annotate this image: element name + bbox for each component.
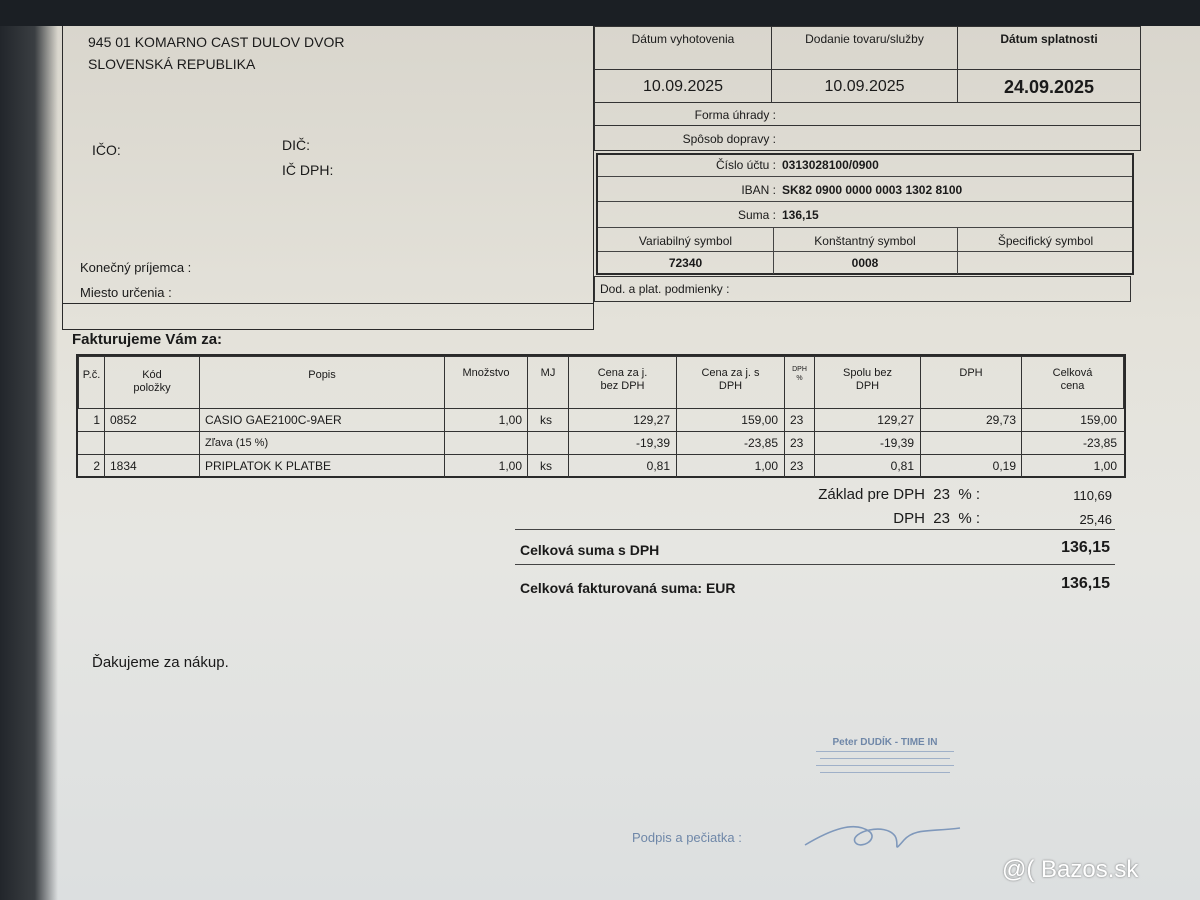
table-row [78, 455, 1125, 477]
account-label: Číslo účtu : [715, 158, 776, 172]
vat-amount-label: DPH 23 % : [893, 510, 980, 527]
hdr-desc: Popis [308, 369, 336, 381]
seller-address-line1: 945 01 KOMARNO CAST DULOV DVOR [88, 34, 345, 50]
stamp-name: Peter DUDÍK - TIME IN [832, 737, 938, 748]
row-vat-pct: 23 [790, 459, 804, 473]
hdr-unit-net-cell [568, 356, 677, 409]
due-value: 24.09.2025 [1003, 77, 1095, 97]
variable-symbol-label: Variabilný symbol [638, 234, 733, 248]
hdr-pc: P.č. [82, 369, 101, 381]
hdr-unit-gross: Cena za j. s DPH [701, 367, 760, 392]
row-pc [78, 432, 100, 454]
bazos-watermark: @( Bazos.sk [1002, 856, 1139, 883]
vat-base-label: Základ pre DPH 23 % : [818, 486, 980, 503]
row-qty: 1,00 [498, 459, 522, 473]
signature-scribble [800, 810, 970, 860]
stamp-line [820, 758, 950, 762]
row-desc: Zľava (15 %) [205, 437, 269, 449]
hdr-vat: DPH [959, 367, 983, 379]
row-total: 159,00 [1080, 413, 1117, 427]
hdr-total-net-cell [814, 356, 921, 409]
row-unit-net: 0,81 [646, 459, 670, 473]
hdr-qty-cell [444, 356, 528, 409]
row-vat [920, 432, 1016, 454]
row-vat-pct: 23 [790, 413, 804, 427]
row-unit: ks [540, 459, 552, 473]
summary-divider-1 [515, 529, 1115, 530]
row-pc: 2 [93, 459, 100, 473]
hdr-code: Kód položky [133, 369, 171, 394]
iban-value: SK82 0900 0000 0003 1302 8100 [782, 183, 963, 197]
total-with-vat-value: 136,15 [1061, 539, 1110, 556]
specific-symbol-label: Špecifický symbol [997, 234, 1094, 248]
invoiced-total-label: Celková fakturovaná suma: EUR [520, 580, 736, 596]
hdr-desc-cell [199, 356, 445, 409]
invoiced-total-value: 136,15 [1061, 575, 1110, 592]
row-qty [444, 432, 522, 454]
conditions-label: Dod. a plat. podmienky : [600, 282, 730, 296]
row-code: 1834 [110, 459, 137, 473]
row-unit-gross: 1,00 [754, 459, 778, 473]
vat-amount-value: 25,46 [1079, 512, 1112, 527]
vat-base-value: 110,69 [1073, 488, 1112, 503]
row-unit-gross: -23,85 [743, 436, 778, 450]
payment-form-label: Forma úhrady : [694, 108, 776, 122]
summary-divider-2 [515, 564, 1115, 565]
hdr-total-net: Spolu bez DPH [843, 367, 892, 392]
row-vat: 0,19 [992, 459, 1016, 473]
due-label: Dátum splatnosti [1000, 32, 1098, 46]
sum-label: Suma : [737, 208, 776, 222]
screen-bezel-shadow [0, 26, 58, 900]
hdr-vat-cell [920, 356, 1022, 409]
signature-label: Podpis a pečiatka : [632, 830, 742, 845]
hdr-code-cell [104, 356, 200, 409]
transport-label: Spôsob dopravy : [682, 132, 776, 146]
bank-divider-1 [598, 176, 1132, 177]
hdr-vat-pct: DPH % [792, 366, 807, 382]
hdr-total: Celková cena [1052, 367, 1093, 392]
ico-label: IČO: [92, 142, 121, 158]
invoice-sheet [0, 26, 1200, 900]
iban-label: IBAN : [741, 183, 776, 197]
sum-value: 136,15 [782, 208, 819, 222]
row-pc: 1 [93, 413, 100, 427]
row-total-net: -19,39 [879, 436, 914, 450]
hdr-unit-net: Cena za j. bez DPH [597, 367, 648, 392]
thanks-text: Ďakujeme za nákup. [92, 654, 229, 671]
hdr-total-cell [1021, 356, 1124, 409]
hdr-vat-pct-cell [784, 356, 815, 409]
row-vat-pct: 23 [790, 436, 804, 450]
items-table [76, 354, 1126, 478]
row-unit-net: 129,27 [633, 413, 670, 427]
hdr-unit-gross-cell [676, 356, 785, 409]
row-total: -23,85 [1082, 436, 1117, 450]
delivery-value: 10.09.2025 [824, 78, 905, 95]
dic-label: DIČ: [282, 137, 310, 153]
hdr-unit-cell [527, 356, 569, 409]
table-row [78, 409, 1125, 432]
destination-box [62, 303, 594, 330]
row-unit: ks [540, 413, 552, 427]
stamp-line [816, 751, 954, 755]
row-total-net: 129,27 [877, 413, 914, 427]
constant-symbol-label: Konštantný symbol [814, 234, 916, 248]
ic-dph-label: IČ DPH: [282, 162, 334, 178]
row-vat: 29,73 [985, 413, 1016, 427]
account-value: 0313028100/0900 [782, 158, 879, 172]
row-desc: CASIO GAE2100C-9AER [205, 413, 342, 427]
row-desc: PRIPLATOK K PLATBE [205, 459, 332, 473]
bank-divider-2 [598, 201, 1132, 202]
row-total: 1,00 [1093, 459, 1117, 473]
seller-address-line2: SLOVENSKÁ REPUBLIKA [88, 56, 256, 72]
issued-value: 10.09.2025 [642, 78, 724, 95]
stamp-line [816, 765, 954, 769]
issued-label: Dátum vyhotovenia [631, 32, 735, 46]
table-row [78, 432, 1125, 455]
row-qty: 1,00 [498, 413, 522, 427]
hdr-unit: MJ [540, 367, 556, 379]
row-total-net: 0,81 [890, 459, 914, 473]
bank-divider-4 [598, 251, 1132, 252]
stamp-line [820, 772, 950, 776]
total-with-vat-label: Celková suma s DPH [520, 542, 660, 558]
company-stamp [810, 738, 960, 779]
items-title: Fakturujeme Vám za: [72, 331, 223, 348]
variable-symbol-value: 72340 [668, 256, 703, 270]
delivery-label: Dodanie tovaru/služby [805, 32, 924, 46]
destination-label: Miesto určenia : [80, 285, 172, 300]
row-unit-net: -19,39 [635, 436, 670, 450]
hdr-qty: Množstvo [462, 367, 510, 379]
row-unit-gross: 159,00 [741, 413, 778, 427]
bank-divider-3 [598, 227, 1132, 228]
final-recipient-label: Konečný príjemca : [80, 260, 192, 275]
hdr-pc-cell [78, 356, 105, 409]
constant-symbol-value: 0008 [851, 256, 879, 270]
row-code: 0852 [110, 413, 137, 427]
